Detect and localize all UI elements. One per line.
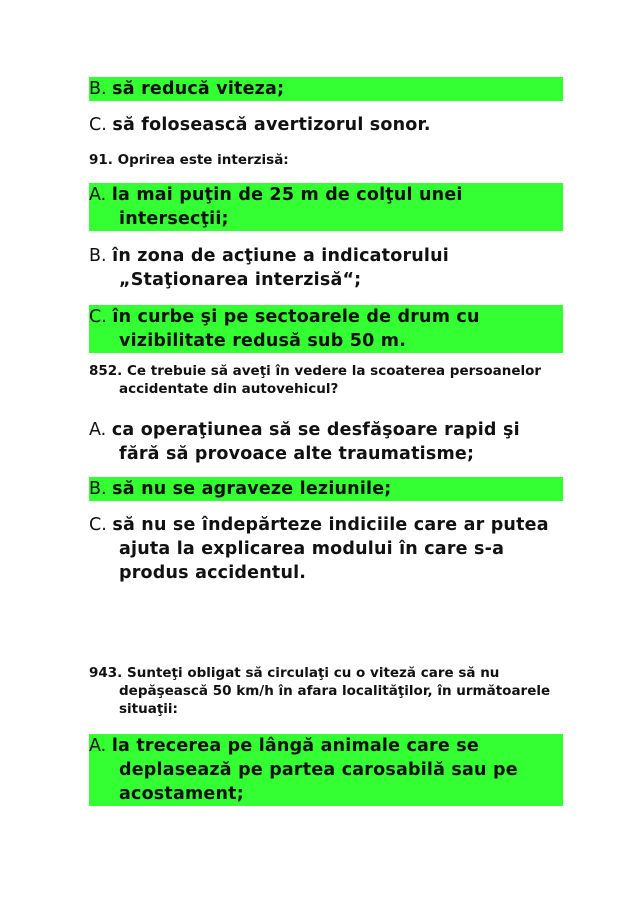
answer-text: să nu se îndepărteze indiciile care ar putea ajuta la explicarea modului în care s-a produs accidentul. xyxy=(112,515,549,583)
answer-letter: C. xyxy=(89,115,107,135)
question-heading: 852. Ce trebuie să aveţi în vedere la scoaterea persoanelor accidentate din autovehicul? xyxy=(89,363,542,397)
answer-option[interactable] xyxy=(89,513,563,585)
answer-letter: A. xyxy=(89,420,107,440)
answer-option[interactable] xyxy=(89,418,563,466)
answer-letter: C. xyxy=(89,307,107,327)
answer-option[interactable] xyxy=(89,77,563,101)
answer-text: la mai puţin de 25 m de colţul unei intersecţii; xyxy=(111,185,463,229)
answer-option[interactable] xyxy=(89,244,563,292)
answer-letter: B. xyxy=(89,79,107,99)
answer-letter: A. xyxy=(89,736,107,756)
answer-option[interactable] xyxy=(89,477,563,501)
answer-text: ca operaţiunea să se desfăşoare rapid şi fără să provoace alte traumatisme; xyxy=(111,420,520,464)
answer-option[interactable] xyxy=(89,183,563,231)
answer-text: să nu se agraveze leziunile; xyxy=(112,479,392,499)
answer-letter: A. xyxy=(89,185,107,205)
answer-letter: B. xyxy=(89,479,107,499)
answer-text: în zona de acţiune a indicatorului „Staţionarea interzisă“; xyxy=(112,246,449,290)
question-heading: 91. Oprirea este interzisă: xyxy=(89,152,289,168)
answer-text: să reducă viteza; xyxy=(112,79,285,99)
answer-letter: B. xyxy=(89,246,107,266)
answer-option[interactable] xyxy=(89,113,563,137)
answer-text: la trecerea pe lângă animale care se deplasează pe partea carosabilă sau pe acostament; xyxy=(111,736,518,804)
answer-text: în curbe şi pe sectoarele de drum cu vizibilitate redusă sub 50 m. xyxy=(112,307,480,351)
answer-letter: C. xyxy=(89,515,107,535)
answer-option[interactable] xyxy=(89,305,563,353)
question-heading: 943. Sunteţi obligat să circulaţi cu o viteză care să nu depăşească 50 km/h în afara localităţilor, în următoarele situaţii: xyxy=(89,665,551,717)
answer-text: să folosească avertizorul sonor. xyxy=(112,115,431,135)
answer-option[interactable] xyxy=(89,734,563,806)
